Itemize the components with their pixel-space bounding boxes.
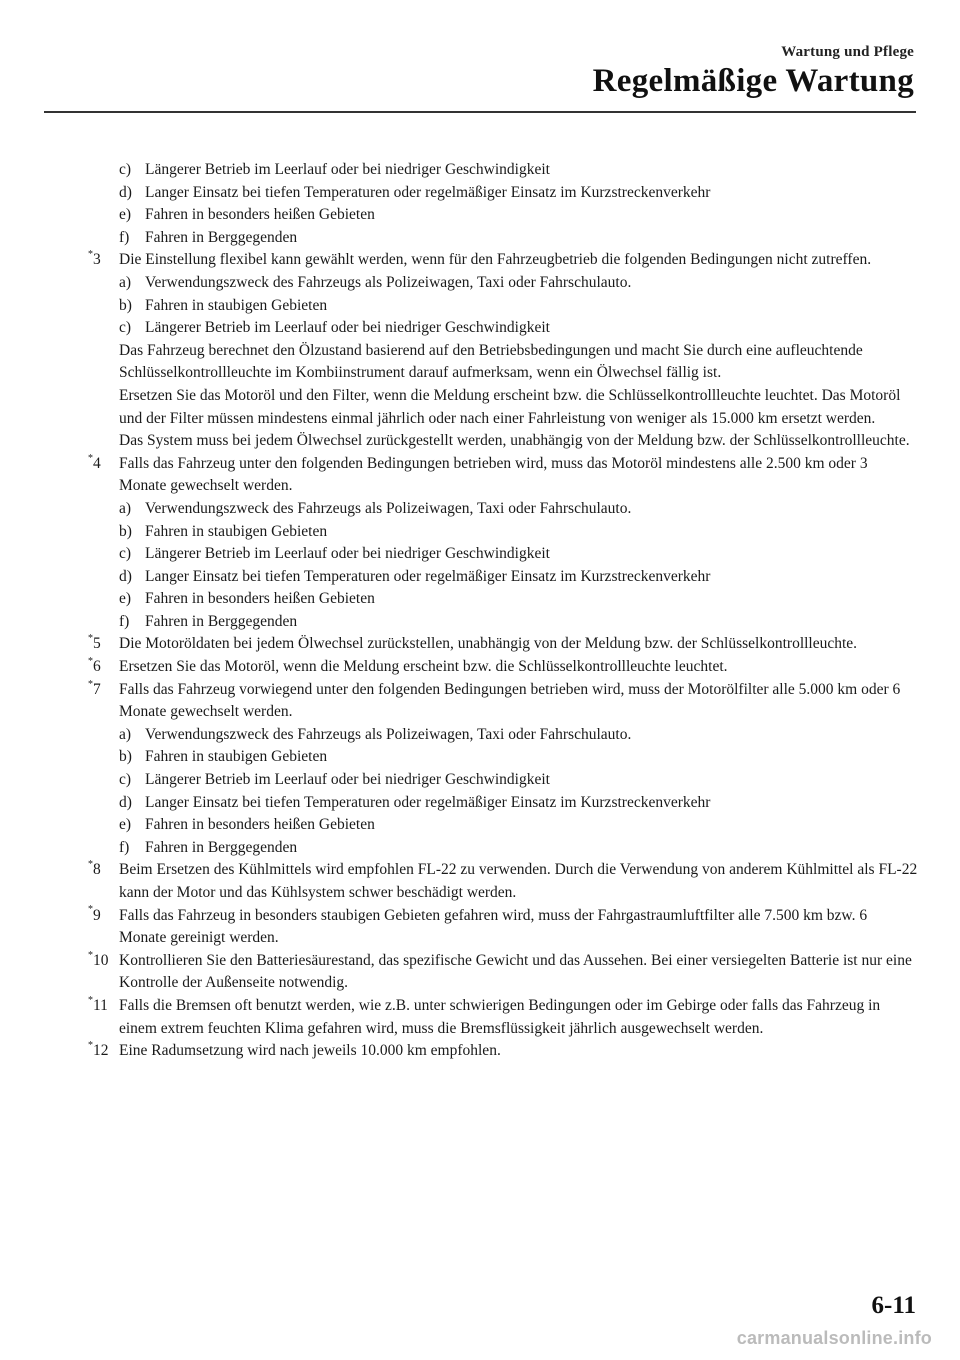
footnote: [88, 249, 918, 452]
footnote-num: 7: [93, 680, 101, 698]
item-label: e): [119, 816, 132, 834]
item-text: Verwendungszweck des Fahrzeugs als Polizeiwagen, Taxi oder Fahrschulauto.: [145, 725, 632, 743]
list-item: [119, 724, 918, 747]
list-item: [119, 543, 918, 566]
footnote-star: *: [88, 949, 93, 961]
footnote-star: *: [88, 678, 93, 690]
footnote-star: *: [88, 1040, 93, 1051]
page-header: [593, 44, 914, 100]
footnote-num: 9: [93, 906, 101, 924]
footnote-text: Falls das Fahrzeug vorwiegend unter den folgenden Bedingungen betrieben wird, muss der Motorölfilter alle 5.000 km oder 6 Monate gewechselt werden.: [119, 680, 901, 721]
footnote-text: Falls die Bremsen oft benutzt werden, wie z.B. unter schwierigen Bedingungen oder im Gebirge oder falls das Fahrzeug in einem extrem feuchten Klima gefahren wird, muss die Bremsflüssigkeit jährlich ausgewechselt werden.: [119, 996, 881, 1037]
item-text: Längerer Betrieb im Leerlauf oder bei niedriger Geschwindigkeit: [145, 161, 550, 178]
list-item: [119, 227, 918, 250]
item-label: c): [119, 319, 132, 337]
list-item: [119, 814, 918, 837]
list-item: [119, 769, 918, 792]
footnote: [88, 633, 918, 656]
footnote-number: [88, 905, 101, 928]
item-label: c): [119, 771, 132, 789]
item-label: a): [119, 499, 132, 517]
list-item: [119, 792, 918, 815]
footnote-num: 5: [93, 635, 101, 653]
item-text: Fahren in staubigen Gebieten: [145, 522, 328, 540]
footnote-number: [88, 1040, 109, 1063]
footnote: [88, 995, 918, 1040]
footnote-star: *: [88, 859, 93, 871]
footnote-number: [88, 249, 101, 272]
item-text: Verwendungszweck des Fahrzeugs als Polizeiwagen, Taxi oder Fahrschulauto.: [145, 499, 632, 517]
item-text: Verwendungszweck des Fahrzeugs als Polizeiwagen, Taxi oder Fahrschulauto.: [145, 273, 632, 291]
item-text: Längerer Betrieb im Leerlauf oder bei niedriger Geschwindigkeit: [145, 545, 550, 563]
item-text: Längerer Betrieb im Leerlauf oder bei niedriger Geschwindigkeit: [145, 319, 550, 337]
section-title: Wartung und Pflege: [781, 44, 914, 60]
item-text: Fahren in Berggegenden: [145, 838, 298, 856]
footnote-number: [88, 656, 101, 679]
footnote: [88, 905, 918, 950]
list-item: [119, 272, 918, 295]
item-label: f): [119, 612, 130, 630]
footnote-number: [88, 950, 109, 973]
footnote-num: 11: [93, 996, 108, 1014]
item-text: Fahren in besonders heißen Gebieten: [145, 206, 375, 224]
footnote-paragraph: Ersetzen Sie das Motoröl und den Filter, wenn die Meldung erscheint bzw. die Schlüsselkontrollleuchte leuchtet. Das Motoröl und der Filter müssen mindestens einmal jährlich oder nach einer Fahrleistung von weniger als 15.000 km ersetzt werden.: [119, 386, 901, 427]
item-label: d): [119, 793, 132, 811]
footnote-num: 3: [93, 251, 101, 269]
footnote-paragraph: Das System muss bei jedem Ölwechsel zurückgestellt werden, unabhängig von der Meldung bzw. der Schlüsselkontrollleuchte.: [119, 432, 910, 450]
footnote-text: Die Motoröldaten bei jedem Ölwechsel zurückstellen, unabhängig von der Meldung bzw. der Schlüsselkontrollleuchte.: [119, 635, 858, 653]
footnote-num: 8: [93, 861, 101, 879]
item-label: f): [119, 228, 130, 246]
list-item: [119, 295, 918, 318]
page-number: 6-11: [871, 1292, 916, 1319]
item-text: Langer Einsatz bei tiefen Temperaturen oder regelmäßiger Einsatz im Kurzstreckenverkehr: [145, 183, 711, 201]
footnote-text: Kontrollieren Sie den Batteriesäurestand, das spezifische Gewicht und das Aussehen. Bei einer versiegelten Batterie ist nur eine Kontrolle der Außenseite notwendig.: [119, 951, 912, 992]
item-label: f): [119, 838, 130, 856]
footnote: [88, 679, 918, 860]
page-title: Regelmäßige Wartung: [592, 63, 914, 99]
list-item: [119, 159, 918, 182]
item-label: c): [119, 545, 132, 563]
list-item: [119, 588, 918, 611]
item-label: d): [119, 567, 132, 585]
footnote-star: *: [88, 904, 93, 916]
item-label: c): [119, 161, 132, 178]
item-label: e): [119, 206, 132, 224]
footnote-text: Eine Radumsetzung wird nach jeweils 10.000 km empfohlen.: [119, 1042, 501, 1060]
item-label: e): [119, 590, 132, 608]
item-label: b): [119, 522, 132, 540]
footnote-number: [88, 859, 101, 882]
item-text: Fahren in Berggegenden: [145, 612, 298, 630]
footnote-star: *: [88, 994, 93, 1006]
footnotes-content: [88, 159, 918, 1063]
footnote-num: 10: [93, 951, 109, 969]
item-text: Längerer Betrieb im Leerlauf oder bei niedriger Geschwindigkeit: [145, 771, 550, 789]
footnote-number: [88, 453, 101, 476]
notes-list: [88, 249, 918, 1062]
footnote-paragraph: Das Fahrzeug berechnet den Ölzustand basierend auf den Betriebsbedingungen und macht Sie durch eine aufleuchtende Schlüsselkontrollleuchte im Kombiinstrument darauf aufmerksam, wenn ein Ölwechsel fällig ist.: [119, 341, 863, 382]
footnote-number: [88, 679, 101, 702]
footnote-star: *: [88, 452, 93, 464]
footnote: [88, 950, 918, 995]
item-text: Fahren in staubigen Gebieten: [145, 296, 328, 314]
item-label: b): [119, 296, 132, 314]
list-item: [119, 521, 918, 544]
footnote-num: 4: [93, 454, 101, 472]
footnote-text: Ersetzen Sie das Motoröl, wenn die Meldung erscheint bzw. die Schlüsselkontrollleuchte leuchtet.: [119, 658, 728, 676]
item-text: Langer Einsatz bei tiefen Temperaturen oder regelmäßiger Einsatz im Kurzstreckenverkehr: [145, 567, 711, 585]
footnote: [88, 453, 918, 634]
list-item: [119, 611, 918, 634]
list-item: [119, 746, 918, 769]
watermark-text: carmanualsonline.info: [736, 1328, 932, 1348]
intro-list: [119, 159, 918, 249]
header-rule: [44, 111, 916, 113]
list-item: [119, 182, 918, 205]
footnote-number: [88, 633, 101, 656]
item-text: Langer Einsatz bei tiefen Temperaturen oder regelmäßiger Einsatz im Kurzstreckenverkehr: [145, 793, 711, 811]
list-item: [119, 204, 918, 227]
item-text: Fahren in staubigen Gebieten: [145, 748, 328, 766]
footnote-text: Die Einstellung flexibel kann gewählt werden, wenn für den Fahrzeugbetrieb die folgenden Bedingungen nicht zutreffen.: [119, 251, 872, 269]
list-item: [119, 566, 918, 589]
item-text: Fahren in besonders heißen Gebieten: [145, 590, 375, 608]
item-text: Fahren in Berggegenden: [145, 228, 298, 246]
list-item: [119, 498, 918, 521]
item-label: a): [119, 273, 132, 291]
footnote-text: Falls das Fahrzeug unter den folgenden Bedingungen betrieben wird, muss das Motoröl mindestens alle 2.500 km oder 3 Monate gewechselt werden.: [119, 454, 868, 495]
item-label: d): [119, 183, 132, 201]
footnote: [88, 859, 918, 904]
footnote: [88, 656, 918, 679]
footnote-text: Beim Ersetzen des Kühlmittels wird empfohlen FL-22 zu verwenden. Durch die Verwendung von anderem Kühlmittel als FL-22 kann der Motor und das Kühlsystem schwer beschädigt werden.: [119, 861, 918, 901]
footnote-num: 12: [93, 1042, 109, 1060]
item-label: a): [119, 725, 132, 743]
footnote-star: *: [88, 633, 93, 645]
footnote-number: [88, 995, 108, 1018]
item-text: Fahren in besonders heißen Gebieten: [145, 816, 375, 834]
item-label: b): [119, 748, 132, 766]
list-item: [119, 837, 918, 860]
list-item: [119, 317, 918, 340]
footnote-star: *: [88, 249, 93, 261]
footnote-star: *: [88, 655, 93, 667]
footnote-num: 6: [93, 658, 101, 676]
footnote-text: Falls das Fahrzeug in besonders staubigen Gebieten gefahren wird, muss der Fahrgastraumluftfilter alle 7.500 km bzw. 6 Monate gereinigt werden.: [119, 906, 868, 947]
footnote: [88, 1040, 918, 1063]
